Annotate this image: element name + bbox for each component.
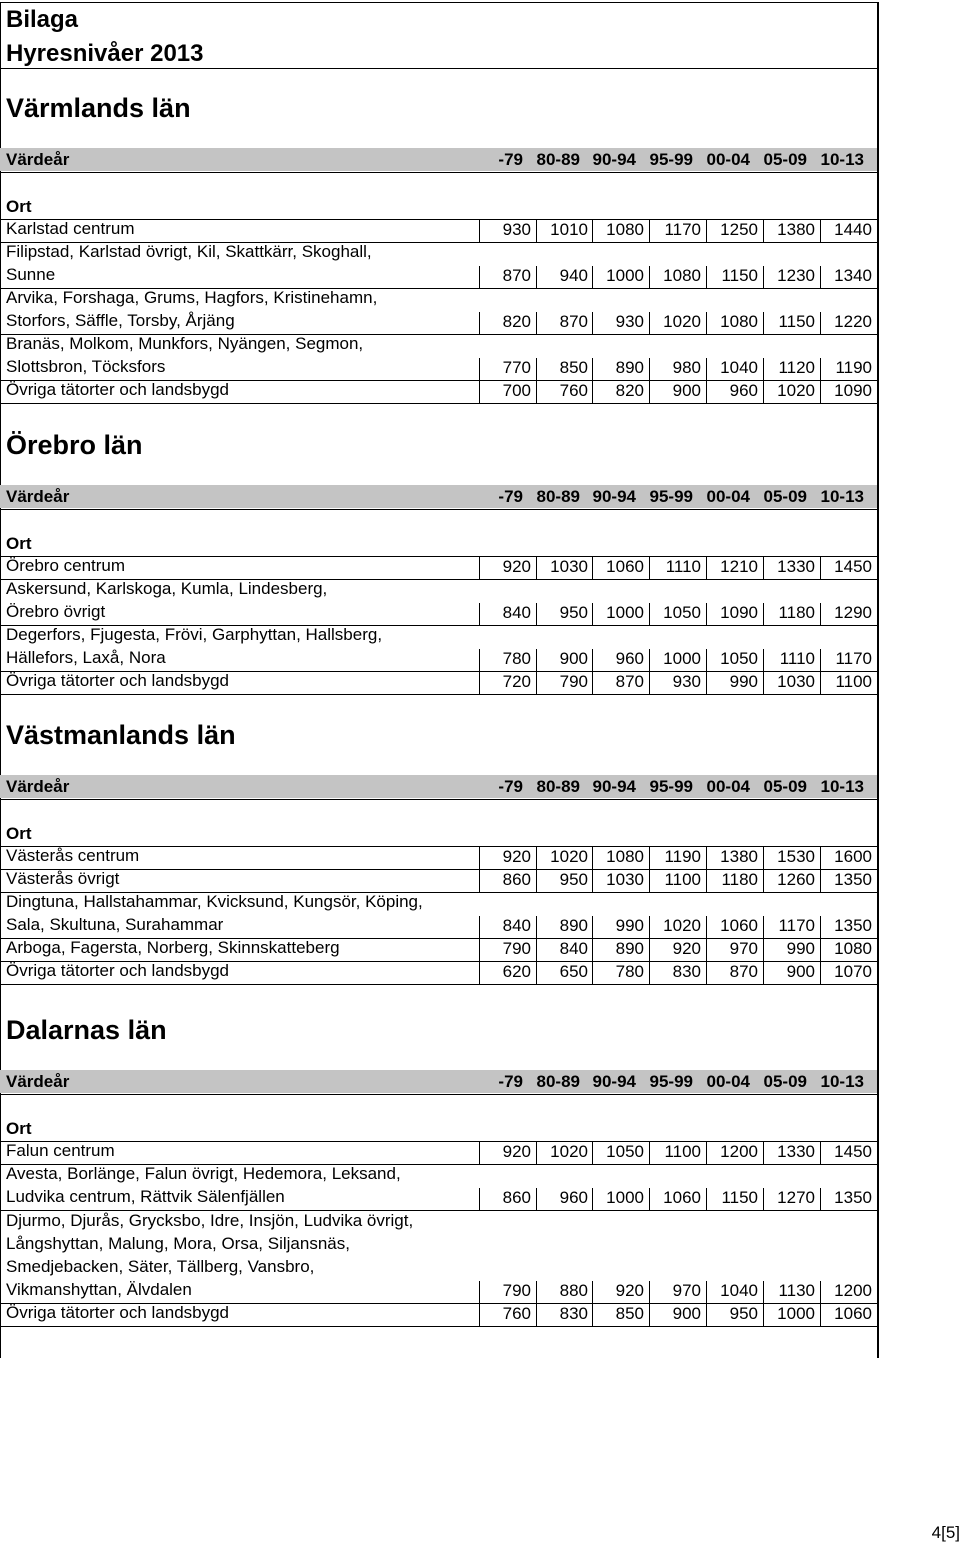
rent-value-cell: 1200 bbox=[720, 1142, 758, 1161]
location-name bbox=[6, 1209, 413, 1301]
rent-value-cell: 1170 bbox=[664, 220, 701, 239]
location-name bbox=[6, 623, 382, 669]
rent-value-cell: 850 bbox=[559, 358, 588, 377]
rent-value-cell: 1270 bbox=[777, 1188, 815, 1207]
rent-value-cell: 930 bbox=[672, 672, 701, 691]
rent-value-cell: 1080 bbox=[663, 266, 701, 285]
rent-value-cell: 1040 bbox=[720, 358, 758, 377]
rent-value-cell: 1170 bbox=[835, 649, 872, 668]
location-name-line: Storfors, Säffle, Torsby, Årjäng bbox=[6, 311, 235, 330]
rent-value-cell: 900 bbox=[559, 649, 588, 668]
location-name bbox=[6, 867, 119, 890]
rent-value-cell: 820 bbox=[615, 381, 644, 400]
rent-value-cell: 850 bbox=[615, 1304, 644, 1323]
location-name bbox=[6, 1139, 115, 1162]
year-column-header: 05-09 bbox=[763, 1072, 807, 1091]
location-name bbox=[6, 286, 377, 332]
region-title: Örebro län bbox=[6, 430, 143, 460]
rent-value-cell: 720 bbox=[502, 672, 531, 691]
rent-value-cell: 1530 bbox=[777, 847, 815, 866]
location-name-line: Sunne bbox=[6, 265, 56, 284]
rent-value-cell: 950 bbox=[729, 1304, 758, 1323]
year-column-header: 00-04 bbox=[706, 487, 750, 506]
rent-value-cell: 1090 bbox=[834, 381, 872, 400]
rent-value-cell: 620 bbox=[502, 962, 531, 981]
location-column-label: Ort bbox=[6, 1119, 32, 1138]
rent-value-cell: 950 bbox=[559, 870, 588, 889]
location-name bbox=[6, 1162, 401, 1208]
sheet-border-right bbox=[877, 2, 879, 1358]
table-row bbox=[0, 243, 877, 289]
location-name bbox=[6, 217, 135, 240]
rent-value-cell: 870 bbox=[615, 672, 644, 691]
rent-value-cell: 1030 bbox=[777, 672, 815, 691]
rent-value-cell: 990 bbox=[615, 916, 644, 935]
location-name-line: Örebro centrum bbox=[6, 556, 126, 575]
table-row bbox=[0, 1165, 877, 1211]
year-column-header: 95-99 bbox=[649, 777, 693, 796]
location-name-line: Askersund, Karlskoga, Kumla, Lindesberg, bbox=[6, 579, 328, 598]
rent-value-cell: 1150 bbox=[721, 1188, 758, 1207]
year-column-header: -79 bbox=[498, 777, 523, 796]
rent-value-cell: 1350 bbox=[834, 916, 872, 935]
table-row bbox=[0, 289, 877, 335]
rent-value-cell: 1020 bbox=[550, 847, 588, 866]
rent-value-cell: 830 bbox=[559, 1304, 588, 1323]
table-row bbox=[0, 381, 877, 404]
rent-value-cell: 990 bbox=[729, 672, 758, 691]
rent-value-cell: 920 bbox=[502, 557, 531, 576]
year-header-row bbox=[0, 1070, 877, 1093]
location-column-label: Ort bbox=[6, 534, 32, 553]
rent-value-cell: 930 bbox=[615, 312, 644, 331]
rent-value-cell: 1060 bbox=[663, 1188, 701, 1207]
rent-value-cell: 970 bbox=[672, 1281, 701, 1300]
rent-value-cell: 970 bbox=[729, 939, 758, 958]
location-name bbox=[6, 332, 363, 378]
rent-value-cell: 1190 bbox=[664, 847, 701, 866]
rent-value-cell: 960 bbox=[729, 381, 758, 400]
rent-value-cell: 990 bbox=[786, 939, 815, 958]
location-name bbox=[6, 959, 229, 982]
year-header-label: Värdeår bbox=[6, 1072, 70, 1091]
region-title: Västmanlands län bbox=[6, 720, 236, 750]
rent-value-cell: 1050 bbox=[663, 603, 701, 622]
rent-value-cell: 1110 bbox=[665, 557, 701, 576]
table-row bbox=[0, 626, 877, 672]
location-name-line: Dingtuna, Hallstahammar, Kvicksund, Kungsör, Köping, bbox=[6, 892, 423, 911]
rent-value-cell: 900 bbox=[672, 381, 701, 400]
rent-value-cell: 1250 bbox=[720, 220, 758, 239]
year-column-header: 95-99 bbox=[649, 1072, 693, 1091]
location-name-line: Sala, Skultuna, Surahammar bbox=[6, 915, 224, 934]
rent-value-cell: 1020 bbox=[663, 312, 701, 331]
rent-value-cell: 1060 bbox=[720, 916, 758, 935]
rent-value-cell: 770 bbox=[502, 358, 531, 377]
rent-value-cell: 920 bbox=[672, 939, 701, 958]
year-header-row bbox=[0, 485, 877, 508]
location-name-line: Västerås övrigt bbox=[6, 869, 120, 888]
rent-value-cell: 760 bbox=[559, 381, 588, 400]
table-row bbox=[0, 847, 877, 870]
location-name-line: Västerås centrum bbox=[6, 846, 140, 865]
table-row bbox=[0, 1304, 877, 1327]
rent-value-cell: 1000 bbox=[606, 1188, 644, 1207]
location-name-line: Vikmanshyttan, Älvdalen bbox=[6, 1280, 192, 1299]
location-name-line: Övriga tätorter och landsbygd bbox=[6, 1303, 230, 1322]
year-column-header: 10-13 bbox=[820, 777, 864, 796]
location-name-line: Slottsbron, Töcksfors bbox=[6, 357, 166, 376]
rent-value-cell: 1190 bbox=[835, 358, 872, 377]
rent-value-cell: 1440 bbox=[834, 220, 872, 239]
rent-value-cell: 920 bbox=[615, 1281, 644, 1300]
year-column-header: -79 bbox=[498, 150, 523, 169]
rent-value-cell: 1180 bbox=[778, 603, 815, 622]
rent-value-cell: 1000 bbox=[663, 649, 701, 668]
location-name-line: Falun centrum bbox=[6, 1141, 115, 1160]
table-row bbox=[0, 962, 877, 985]
rent-value-cell: 860 bbox=[502, 1188, 531, 1207]
year-column-header: 80-89 bbox=[536, 150, 580, 169]
location-name bbox=[6, 554, 125, 577]
rent-value-cell: 1060 bbox=[606, 557, 644, 576]
rent-value-cell: 1330 bbox=[777, 557, 815, 576]
year-column-header: 90-94 bbox=[592, 487, 636, 506]
location-name bbox=[6, 577, 327, 623]
location-name bbox=[6, 890, 423, 936]
rent-value-cell: 920 bbox=[502, 1142, 531, 1161]
rent-value-cell: 890 bbox=[559, 916, 588, 935]
rent-value-cell: 1080 bbox=[720, 312, 758, 331]
location-name bbox=[6, 378, 229, 401]
table-row bbox=[0, 1211, 877, 1304]
rent-value-cell: 650 bbox=[559, 962, 588, 981]
appendix-title: Bilaga bbox=[6, 6, 79, 33]
rent-value-cell: 1130 bbox=[778, 1281, 815, 1300]
rent-value-cell: 790 bbox=[502, 1281, 531, 1300]
rent-value-cell: 870 bbox=[502, 266, 531, 285]
rent-value-cell: 1290 bbox=[834, 603, 872, 622]
year-header-label: Värdeår bbox=[6, 150, 70, 169]
rent-value-cell: 1230 bbox=[777, 266, 815, 285]
rent-value-cell: 1380 bbox=[720, 847, 758, 866]
location-name-line: Örebro övrigt bbox=[6, 602, 106, 621]
location-name-line: Långshyttan, Malung, Mora, Orsa, Siljansnäs, bbox=[6, 1234, 350, 1253]
location-name-line: Hällefors, Laxå, Nora bbox=[6, 648, 166, 667]
rent-value-cell: 1060 bbox=[834, 1304, 872, 1323]
table-row bbox=[0, 335, 877, 381]
year-header-label: Värdeår bbox=[6, 777, 70, 796]
year-column-header: 10-13 bbox=[820, 150, 864, 169]
rent-value-cell: 980 bbox=[672, 358, 701, 377]
rent-value-cell: 1350 bbox=[834, 1188, 872, 1207]
year-column-header: 90-94 bbox=[592, 150, 636, 169]
rent-value-cell: 830 bbox=[672, 962, 701, 981]
year-column-header: 95-99 bbox=[649, 487, 693, 506]
location-name-line: Filipstad, Karlstad övrigt, Kil, Skattkärr, Skoghall, bbox=[6, 242, 372, 261]
year-column-header: 80-89 bbox=[536, 487, 580, 506]
rent-value-cell: 1080 bbox=[606, 847, 644, 866]
location-name bbox=[6, 240, 372, 286]
rent-value-cell: 1000 bbox=[606, 266, 644, 285]
divider bbox=[0, 799, 879, 800]
location-name-line: Övriga tätorter och landsbygd bbox=[6, 380, 230, 399]
year-column-header: 10-13 bbox=[820, 1072, 864, 1091]
year-header-label: Värdeår bbox=[6, 487, 70, 506]
rent-value-cell: 820 bbox=[502, 312, 531, 331]
rent-value-cell: 940 bbox=[559, 266, 588, 285]
location-name-line: Övriga tätorter och landsbygd bbox=[6, 671, 230, 690]
location-name bbox=[6, 844, 139, 867]
rent-value-cell: 1110 bbox=[779, 649, 815, 668]
location-column-label: Ort bbox=[6, 197, 32, 216]
document-subtitle: Hyresnivåer 2013 bbox=[6, 40, 204, 67]
rent-value-cell: 1050 bbox=[720, 649, 758, 668]
location-name-line: Arboga, Fagersta, Norberg, Skinnskatteberg bbox=[6, 938, 340, 957]
rent-value-cell: 1010 bbox=[550, 220, 588, 239]
divider bbox=[0, 1094, 879, 1095]
rent-value-cell: 870 bbox=[559, 312, 588, 331]
location-name bbox=[6, 669, 229, 692]
rent-value-cell: 960 bbox=[615, 649, 644, 668]
rent-value-cell: 840 bbox=[559, 939, 588, 958]
location-name-line: Karlstad centrum bbox=[6, 219, 135, 238]
rent-value-cell: 1450 bbox=[834, 557, 872, 576]
rent-value-cell: 1100 bbox=[664, 870, 701, 889]
rent-value-cell: 1380 bbox=[777, 220, 815, 239]
divider bbox=[0, 68, 879, 69]
divider bbox=[0, 509, 879, 510]
region-title: Dalarnas län bbox=[6, 1015, 167, 1045]
rent-value-cell: 780 bbox=[502, 649, 531, 668]
rent-value-cell: 1350 bbox=[834, 870, 872, 889]
rent-value-cell: 1200 bbox=[834, 1281, 872, 1300]
rent-value-cell: 1050 bbox=[606, 1142, 644, 1161]
year-column-header: 00-04 bbox=[706, 150, 750, 169]
rent-value-cell: 870 bbox=[729, 962, 758, 981]
rent-value-cell: 1170 bbox=[778, 916, 815, 935]
rent-value-cell: 1000 bbox=[606, 603, 644, 622]
rent-value-cell: 1340 bbox=[834, 266, 872, 285]
year-column-header: 05-09 bbox=[763, 777, 807, 796]
sheet-border-top bbox=[0, 2, 879, 3]
year-column-header: 95-99 bbox=[649, 150, 693, 169]
location-name-line: Branäs, Molkom, Munkfors, Nyängen, Segmon, bbox=[6, 334, 364, 353]
rent-value-cell: 840 bbox=[502, 916, 531, 935]
year-column-header: 80-89 bbox=[536, 1072, 580, 1091]
rent-value-cell: 700 bbox=[502, 381, 531, 400]
year-column-header: -79 bbox=[498, 487, 523, 506]
location-name-line: Djurmo, Djurås, Grycksbo, Idre, Insjön, Ludvika övrigt, bbox=[6, 1211, 414, 1230]
rent-value-cell: 1090 bbox=[720, 603, 758, 622]
year-header-row bbox=[0, 775, 877, 798]
rent-value-cell: 1330 bbox=[777, 1142, 815, 1161]
rent-value-cell: 1210 bbox=[720, 557, 758, 576]
rent-value-cell: 1100 bbox=[664, 1142, 701, 1161]
rent-value-cell: 900 bbox=[786, 962, 815, 981]
table-row bbox=[0, 672, 877, 695]
location-name-line: Degerfors, Fjugesta, Frövi, Garphyttan, Hallsberg, bbox=[6, 625, 383, 644]
rent-value-cell: 1600 bbox=[834, 847, 872, 866]
rent-value-cell: 1180 bbox=[721, 870, 758, 889]
rent-value-cell: 1120 bbox=[778, 358, 815, 377]
location-name-line: Övriga tätorter och landsbygd bbox=[6, 961, 230, 980]
year-column-header: 80-89 bbox=[536, 777, 580, 796]
rent-value-cell: 960 bbox=[559, 1188, 588, 1207]
rent-value-cell: 1020 bbox=[550, 1142, 588, 1161]
rent-value-cell: 1030 bbox=[550, 557, 588, 576]
rent-value-cell: 950 bbox=[559, 603, 588, 622]
rent-value-cell: 790 bbox=[559, 672, 588, 691]
rent-value-cell: 1150 bbox=[778, 312, 815, 331]
rent-value-cell: 1220 bbox=[834, 312, 872, 331]
rent-value-cell: 860 bbox=[502, 870, 531, 889]
rent-value-cell: 1080 bbox=[834, 939, 872, 958]
year-column-header: 00-04 bbox=[706, 1072, 750, 1091]
rent-value-cell: 790 bbox=[502, 939, 531, 958]
table-row bbox=[0, 893, 877, 939]
rent-value-cell: 760 bbox=[502, 1304, 531, 1323]
year-column-header: 05-09 bbox=[763, 150, 807, 169]
divider bbox=[0, 172, 879, 173]
rent-value-cell: 880 bbox=[559, 1281, 588, 1300]
year-column-header: 10-13 bbox=[820, 487, 864, 506]
rent-value-cell: 1020 bbox=[663, 916, 701, 935]
location-name-line: Ludvika centrum, Rättvik Sälenfjällen bbox=[6, 1187, 285, 1206]
location-name bbox=[6, 1301, 229, 1324]
year-column-header: -79 bbox=[498, 1072, 523, 1091]
rent-value-cell: 930 bbox=[502, 220, 531, 239]
rent-value-cell: 1150 bbox=[721, 266, 758, 285]
location-name-line: Smedjebacken, Säter, Tällberg, Vansbro, bbox=[6, 1257, 315, 1276]
rent-value-cell: 890 bbox=[615, 358, 644, 377]
year-column-header: 00-04 bbox=[706, 777, 750, 796]
rent-value-cell: 900 bbox=[672, 1304, 701, 1323]
rent-value-cell: 920 bbox=[502, 847, 531, 866]
rent-value-cell: 1030 bbox=[606, 870, 644, 889]
rent-value-cell: 780 bbox=[615, 962, 644, 981]
year-column-header: 90-94 bbox=[592, 777, 636, 796]
rent-value-cell: 1450 bbox=[834, 1142, 872, 1161]
rent-value-cell: 890 bbox=[615, 939, 644, 958]
region-title: Värmlands län bbox=[6, 93, 191, 123]
location-name bbox=[6, 936, 340, 959]
rent-value-cell: 1040 bbox=[720, 1281, 758, 1300]
page-number: 4[5] bbox=[931, 1523, 960, 1542]
rent-value-cell: 1260 bbox=[777, 870, 815, 889]
rent-value-cell: 840 bbox=[502, 603, 531, 622]
table-row bbox=[0, 580, 877, 626]
rent-value-cell: 1000 bbox=[777, 1304, 815, 1323]
rent-value-cell: 1080 bbox=[606, 220, 644, 239]
location-name-line: Avesta, Borlänge, Falun övrigt, Hedemora, Leksand, bbox=[6, 1164, 401, 1183]
rent-value-cell: 1100 bbox=[835, 672, 872, 691]
location-column-label: Ort bbox=[6, 824, 32, 843]
year-column-header: 05-09 bbox=[763, 487, 807, 506]
rent-value-cell: 1020 bbox=[777, 381, 815, 400]
rent-value-cell: 1070 bbox=[834, 962, 872, 981]
year-header-row bbox=[0, 148, 877, 171]
year-column-header: 90-94 bbox=[592, 1072, 636, 1091]
location-name-line: Arvika, Forshaga, Grums, Hagfors, Kristinehamn, bbox=[6, 288, 378, 307]
